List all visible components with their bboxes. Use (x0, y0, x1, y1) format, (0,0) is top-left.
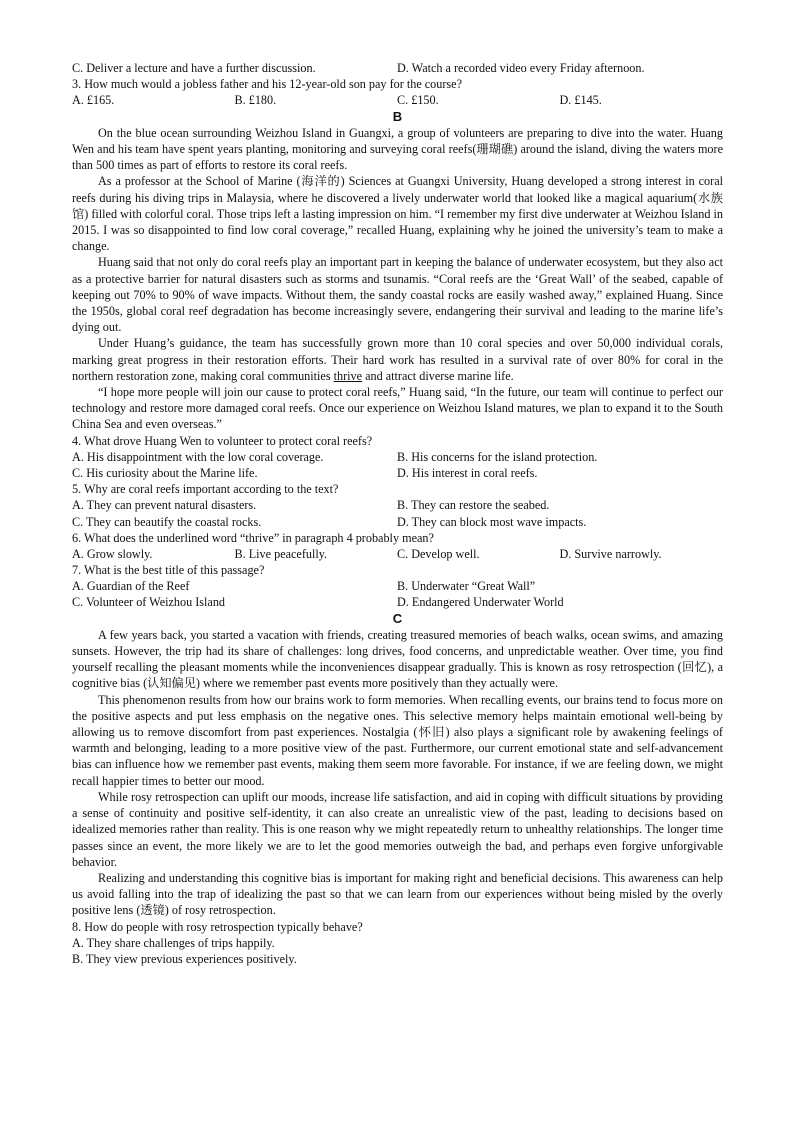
passage-c-paragraph-1: A few years back, you started a vacation with friends, creating treasured memories of beach walks, ocean swims, and amazing sunsets. However, the trip had its share of challenges: long drives, food concerns, and unpredictable weather. Over time, you find yourself recalling the pleasant moments while the inconveniences disappear gradually. This is known as rosy retrospection (回忆), a cognitive bias (认知偏见) where we remember past events more positively than they actually were. (72, 627, 723, 691)
option-d: D. Survive narrowly. (559, 546, 662, 561)
option-d: D. They can block most wave impacts. (397, 514, 587, 529)
q2-options-row (72, 60, 723, 76)
q4-options-row-2 (72, 465, 723, 481)
q5-options-row-2 (72, 514, 723, 530)
q4-options-row-1 (72, 449, 723, 465)
option-a: A. Grow slowly. (72, 546, 153, 561)
option-c: C. Develop well. (397, 546, 480, 561)
question-5: 5. Why are coral reefs important according to the text? (72, 482, 339, 497)
option-b: B. His concerns for the island protection. (397, 449, 598, 464)
option-a: A. Guardian of the Reef (72, 579, 190, 594)
q7-options-row-2 (72, 594, 723, 610)
option-a: A. £165. (72, 93, 115, 108)
underlined-word: thrive (333, 368, 363, 383)
passage-c-paragraph-3: While rosy retrospection can uplift our moods, increase life satisfaction, and aid in coping with difficult situations by providing a sense of continuity and positive self-identity, it can also create an unrealistic view of the past, leading to decisions based on idealized memories rather than reality. This is one reason why we might repeatedly return to unhealthy relationships. The longer time passes since an event, the more likely we are to let the good memories outweigh the bad, and perhaps even forgive unforgivable behavior. (72, 789, 723, 869)
passage-b-paragraph-4 (72, 335, 723, 384)
option-a: A. His disappointment with the low coral coverage. (72, 449, 324, 464)
passage-c-paragraph-2: This phenomenon results from how our brains work to form memories. When recalling events, our brains tend to focus more on the positive aspects and put less emphasis on the negative ones. This selective memory helps maintain emotional well-being by allowing us to remove discomfort from past experiences. Nostalgia (怀旧) also plays a significant role by awakening feelings of warmth and belonging, leading to a more positive view of the past. Furthermore, our current emotional state and self-advancement bias can influence how we remember past events, making them seem more favorable. For instance, if we are feeling down, we might recall happier times to better our mood. (72, 692, 723, 788)
q6-options-row (72, 546, 723, 562)
section-c-heading: C (392, 610, 403, 626)
passage-b-paragraph-5: “I hope more people will join our cause to protect coral reefs,” Huang said, “In the future, our team will continue to perfect our technology and restore more damaged coral reefs. Once our experience on Weizhou Island matures, we plan to expand it to the South China Sea and even overseas.” (72, 385, 723, 432)
option-a: A. They can prevent natural disasters. (72, 498, 257, 513)
option-b: B. £180. (234, 93, 277, 108)
option-b: B. They can restore the seabed. (397, 498, 550, 513)
option-c: C. They can beautify the coastal rocks. (72, 514, 262, 529)
option-b: B. They view previous experiences positively. (72, 951, 297, 966)
question-4: 4. What drove Huang Wen to volunteer to protect coral reefs? (72, 433, 373, 448)
q3-options-row (72, 92, 723, 108)
question-6: 6. What does the underlined word “thrive” in paragraph 4 probably mean? (72, 530, 434, 545)
option-a: A. They share challenges of trips happily. (72, 935, 275, 950)
question-7: 7. What is the best title of this passage? (72, 563, 265, 578)
paragraph-text: and attract diverse marine life. (362, 368, 514, 383)
paragraph-text: Under Huang’s guidance, the team has successfully grown more than 10 coral species and over 50,000 individual corals, marking great progress in their restoration efforts. Their hard work has resulted in a survival rate of over 80% for coral in the northern restoration zone, making coral communities (72, 336, 723, 383)
option-d: D. £145. (559, 93, 602, 108)
option-c: C. Volunteer of Weizhou Island (72, 595, 226, 610)
option-d: D. Watch a recorded video every Friday afternoon. (397, 61, 645, 75)
passage-c-paragraph-4: Realizing and understanding this cognitive bias is important for making right and beneficial decisions. This awareness can help us avoid falling into the trap of idealizing the past so that we can learn from our experiences without being misled by the overly positive lens (透镜) of rosy retrospection. (72, 870, 723, 918)
option-c: C. His curiosity about the Marine life. (72, 465, 258, 480)
option-c: C. £150. (397, 93, 439, 108)
section-b-heading: B (392, 108, 403, 124)
q5-options-row-1 (72, 497, 723, 513)
question-8: 8. How do people with rosy retrospection typically behave? (72, 919, 363, 934)
exam-page (72, 60, 723, 967)
option-d: D. His interest in coral reefs. (397, 465, 538, 480)
option-b: B. Underwater “Great Wall” (397, 579, 536, 594)
q7-options-row-1 (72, 578, 723, 594)
passage-b-paragraph-3: Huang said that not only do coral reefs play an important part in keeping the balance of underwater ecosystem, but they also act as a protective barrier for natural disasters such as storms and tsunamis. “Coral reefs are the ‘Great Wall’ of the seabed, capable of keeping out 70% to 90% of wave impacts. Without them, the sandy coastal rocks are easily washed away,” explained Huang. Since the 1950s, global coral reef degradation has become increasingly severe, endangering their survival and leading to the marine life’s dying out. (72, 255, 723, 335)
passage-b-paragraph-2: As a professor at the School of Marine (海洋的) Sciences at Guangxi University, Huang developed a strong interest in coral reefs during his diving trips in Malaysia, where he discovered a lively underwater world that looked like a magical aquarium(水族馆) filled with colorful coral. Those trips left a lasting impression on him. “I remember my first dive underwater at Weizhou Island in 2015. I was so disappointed to find low coral coverage,” recalled Huang, explaining why he joined the university’s team to make a change. (72, 174, 723, 254)
option-d: D. Endangered Underwater World (397, 595, 564, 610)
option-b: B. Live peacefully. (234, 546, 328, 561)
question-3: 3. How much would a jobless father and his 12-year-old son pay for the course? (72, 77, 462, 92)
passage-b-paragraph-1: On the blue ocean surrounding Weizhou Island in Guangxi, a group of volunteers are preparing to dive into the water. Huang Wen and his team have spent years planting, monitoring and surveying coral reefs(珊瑚礁) around the island, diving the waters more than 500 times as part of efforts to restore its coral reefs. (72, 125, 723, 173)
option-c: C. Deliver a lecture and have a further discussion. (72, 61, 316, 75)
